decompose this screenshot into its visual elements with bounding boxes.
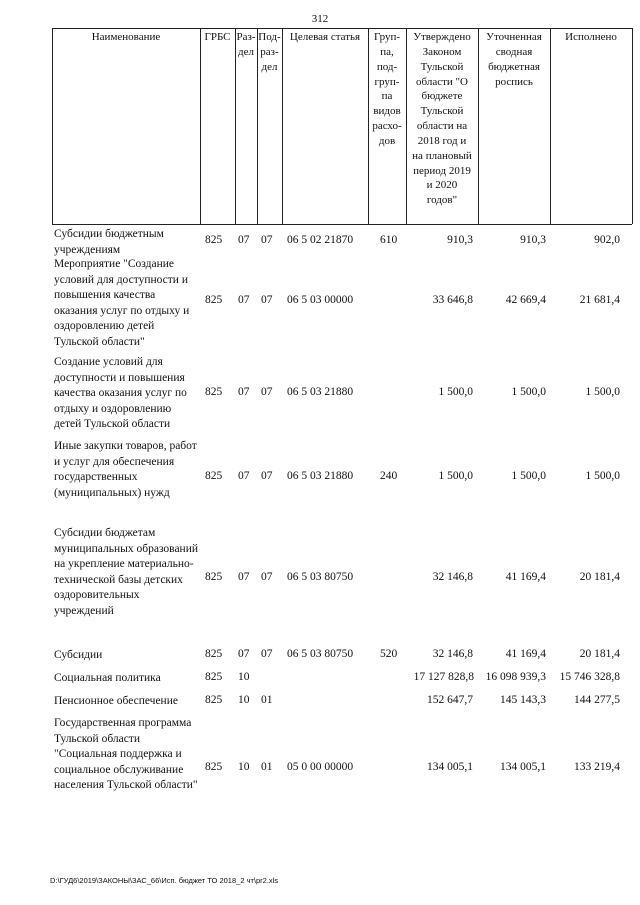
page-number: 312: [311, 13, 329, 25]
row-target: 06 5 03 00000: [287, 294, 354, 306]
row-grbs: 825: [205, 648, 223, 660]
row-target: 06 5 03 80750: [287, 571, 354, 583]
row-refined: 41 169,4: [505, 648, 546, 660]
row-razdel: 07: [238, 234, 250, 246]
row-executed: 15 746 328,8: [559, 671, 620, 683]
row-vid: 240: [380, 470, 398, 482]
header-grbs: ГРБС: [204, 31, 231, 43]
header-bottom-border: [52, 224, 632, 225]
row-target: 06 5 03 21880: [287, 386, 354, 398]
row-grbs: 825: [205, 694, 223, 706]
row-approved: 910,3: [447, 234, 473, 246]
row-razdel: 10: [238, 761, 250, 773]
row-name: Субсидии бюджетам муниципальных образований на укрепление материально-технической базы детских оздоровительных учреждений: [54, 527, 199, 617]
row-podrazdel: 07: [261, 294, 273, 306]
row-approved: 32 146,8: [432, 648, 473, 660]
header-vid: Груп- па, под- груп- па видов расхо- дов: [372, 31, 402, 147]
row-name: Социальная политика: [54, 672, 161, 684]
col-border: [632, 28, 633, 224]
row-executed: 902,0: [594, 234, 620, 246]
header-target: Целевая статья: [289, 31, 361, 43]
row-approved: 33 646,8: [432, 294, 473, 306]
row-vid: 520: [380, 648, 398, 660]
row-approved: 17 127 828,8: [413, 671, 474, 683]
row-name: Иные закупки товаров, работ и услуг для обеспечения государственных (муниципальных) нужд: [54, 440, 197, 499]
row-razdel: 10: [238, 694, 250, 706]
row-podrazdel: 01: [261, 694, 273, 706]
row-executed: 1 500,0: [585, 470, 620, 482]
row-razdel: 07: [238, 386, 250, 398]
row-grbs: 825: [205, 761, 223, 773]
row-name: Субсидии: [54, 649, 103, 661]
row-grbs: 825: [205, 470, 223, 482]
header-refined: Уточненная сводная бюджетная роспись: [486, 31, 542, 88]
row-podrazdel: 01: [261, 761, 273, 773]
row-podrazdel: 07: [261, 386, 273, 398]
row-refined: 145 143,3: [500, 694, 546, 706]
row-target: 05 0 00 00000: [287, 761, 354, 773]
header-podrazdel: Под- раз- дел: [258, 31, 281, 73]
row-refined: 1 500,0: [511, 386, 546, 398]
header-approved: Утверждено Законом Тульской области "О бюджете Тульской области на 2018 год и на плановый период 2019 и 2020 годов": [412, 31, 472, 207]
row-razdel: 07: [238, 648, 250, 660]
row-grbs: 825: [205, 234, 223, 246]
header-name: Наименование: [91, 31, 161, 43]
row-refined: 910,3: [520, 234, 546, 246]
header-razdel: Раз- дел: [236, 31, 256, 58]
footer-file-path: D:\ГУД6\2019\ЗАКОНЫ\ЗАС_66\Исп. бюджет ТО 2018_2 чт\pr2.xls: [50, 876, 279, 885]
row-target: 06 5 03 80750: [287, 648, 354, 660]
row-name: Создание условий для доступности и повышения качества оказания услуг по отдыху и оздоровлению детей Тульской области: [54, 356, 187, 431]
row-grbs: 825: [205, 294, 223, 306]
row-target: 06 5 03 21880: [287, 470, 354, 482]
row-refined: 42 669,4: [505, 294, 546, 306]
row-refined: 1 500,0: [511, 470, 546, 482]
row-approved: 32 146,8: [432, 571, 473, 583]
row-podrazdel: 07: [261, 470, 273, 482]
row-executed: 1 500,0: [585, 386, 620, 398]
row-razdel: 10: [238, 671, 250, 683]
row-name: Пенсионное обеспечение: [54, 695, 178, 707]
row-grbs: 825: [205, 571, 223, 583]
row-name: Государственная программа Тульской области "Социальная поддержка и социальное обслуживание населения Тульской области": [54, 717, 198, 792]
row-name: Мероприятие "Создание условий для доступности и повышения качества оказания услуг по отдыху и оздоровлению детей Тульской области": [54, 258, 190, 348]
row-executed: 133 219,4: [574, 761, 620, 773]
row-grbs: 825: [205, 386, 223, 398]
row-approved: 1 500,0: [438, 386, 473, 398]
row-refined: 41 169,4: [505, 571, 546, 583]
row-podrazdel: 07: [261, 571, 273, 583]
row-grbs: 825: [205, 671, 223, 683]
row-razdel: 07: [238, 294, 250, 306]
row-razdel: 07: [238, 571, 250, 583]
row-name: Субсидии бюджетным учреждениям: [54, 228, 164, 256]
row-razdel: 07: [238, 470, 250, 482]
row-approved: 152 647,7: [427, 694, 473, 706]
row-executed: 21 681,4: [579, 294, 620, 306]
row-executed: 20 181,4: [579, 571, 620, 583]
row-target: 06 5 02 21870: [287, 234, 354, 246]
row-vid: 610: [380, 234, 398, 246]
row-refined: 134 005,1: [500, 761, 546, 773]
row-executed: 144 277,5: [574, 694, 620, 706]
row-podrazdel: 07: [261, 648, 273, 660]
header-executed: Исполнено: [565, 31, 617, 43]
row-refined: 16 098 939,3: [485, 671, 546, 683]
row-approved: 1 500,0: [438, 470, 473, 482]
row-podrazdel: 07: [261, 234, 273, 246]
row-executed: 20 181,4: [579, 648, 620, 660]
row-approved: 134 005,1: [427, 761, 473, 773]
